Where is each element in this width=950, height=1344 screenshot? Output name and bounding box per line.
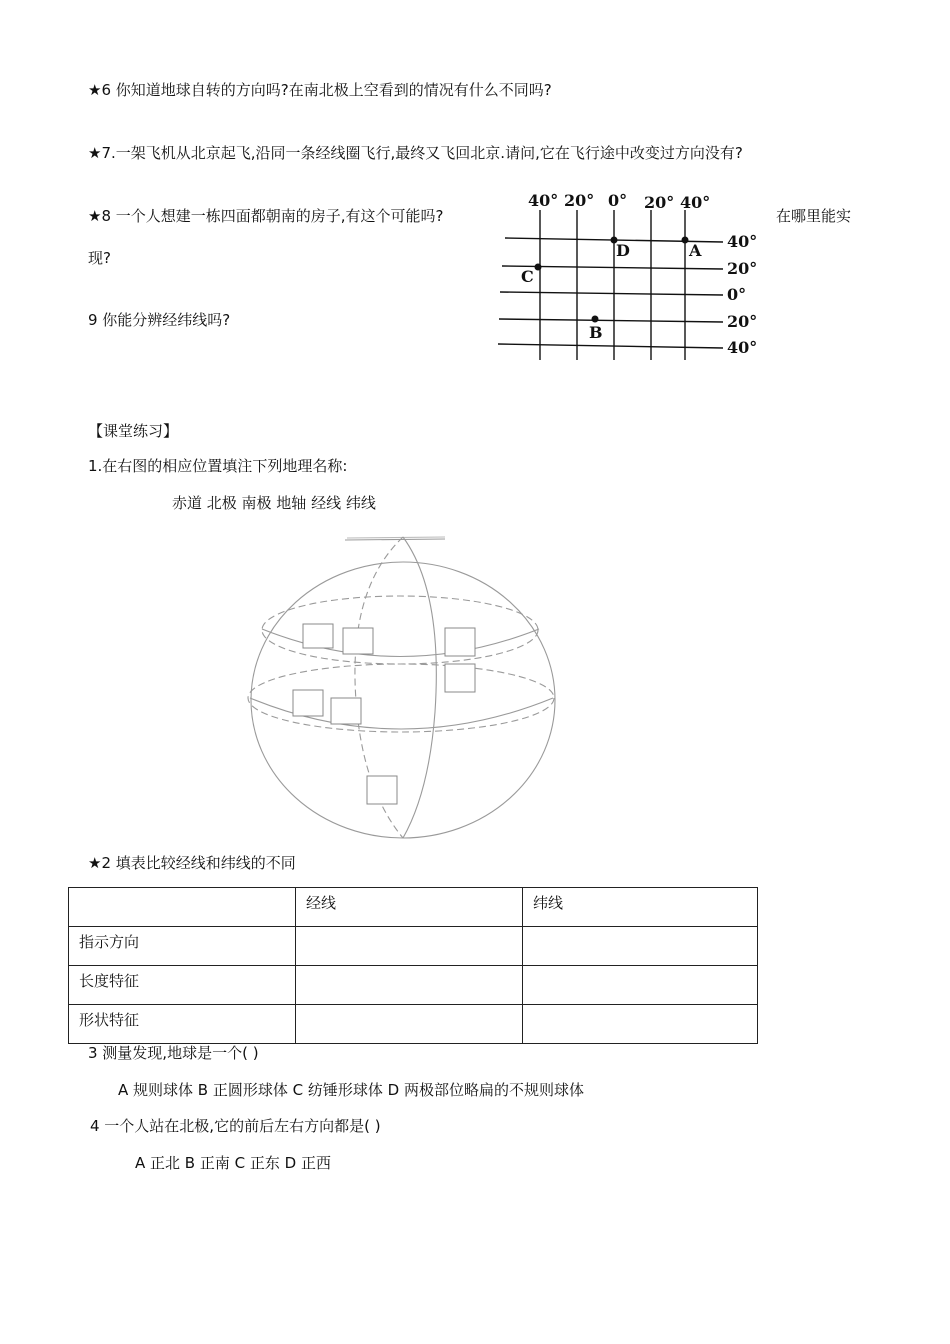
table-cell[interactable] [523,966,758,1005]
practice-question-3: 3 测量发现,地球是一个( ) [88,1044,259,1062]
table-header-row [69,888,758,927]
grid-point-label-c: C [521,267,534,286]
practice-question-3-options: A 规则球体 B 正圆形球体 C 纺锤形球体 D 两极部位略扁的不规则球体 [118,1081,584,1099]
table-cell[interactable] [523,1005,758,1044]
answer-box [303,624,333,648]
grid-point-label-b: B [589,323,603,342]
table-row-label: 长度特征 [69,966,296,1005]
question-6: ★6 你知道地球自转的方向吗?在南北极上空看到的情况有什么不同吗? [88,81,552,99]
table-cell[interactable] [523,927,758,966]
question-9: 9 你能分辨经纬线吗? [88,311,231,329]
practice-heading: 【课堂练习】 [88,422,179,440]
practice-question-1: 1.在右图的相应位置填注下列地理名称: [88,457,348,475]
grid-top-label: 20° [644,193,675,212]
grid-point-d [611,237,618,244]
grid-top-label: 40° [680,193,711,212]
table-row [69,1005,758,1044]
grid-right-label: 0° [727,285,747,304]
practice-question-2: ★2 填表比较经线和纬线的不同 [88,854,296,872]
grid-right-label: 20° [727,259,758,278]
table-row-label: 指示方向 [69,927,296,966]
comparison-table [68,887,758,1044]
globe-diagram [245,532,565,844]
table-row [69,927,758,966]
question-8-end: 现? [88,249,111,267]
grid-right-label: 20° [727,312,758,331]
grid-point-b [592,316,599,323]
table-cell[interactable] [296,966,523,1005]
grid-top-label: 20° [564,191,595,210]
table-header-cell [69,888,296,927]
table-header-cell: 纬线 [523,888,758,927]
grid-right-label: 40° [727,232,758,251]
lat-long-grid-figure [495,188,765,360]
grid-point-a [682,237,689,244]
grid-top-label: 0° [608,191,628,210]
answer-box [293,690,323,716]
table-row [69,966,758,1005]
question-8-continued: 在哪里能实 [776,207,852,225]
grid-top-label: 40° [528,191,559,210]
table-row-label: 形状特征 [69,1005,296,1044]
question-7: ★7.一架飞机从北京起飞,沿同一条经线圈飞行,最终又飞回北京.请问,它在飞行途中改变过方向没有? [88,144,743,162]
answer-box [445,628,475,656]
table-cell[interactable] [296,927,523,966]
practice-question-4: 4 一个人站在北极,它的前后左右方向都是( ) [90,1117,381,1135]
answer-box [331,698,361,724]
answer-box [445,664,475,692]
practice-question-1-terms: 赤道 北极 南极 地轴 经线 纬线 [172,494,376,512]
answer-box [367,776,397,804]
table-cell[interactable] [296,1005,523,1044]
grid-point-label-d: D [616,241,630,260]
answer-box [343,628,373,654]
question-8: ★8 一个人想建一栋四面都朝南的房子,有这个可能吗? [88,207,444,225]
grid-right-label: 40° [727,338,758,357]
grid-point-c [535,264,542,271]
grid-point-label-a: A [689,241,702,260]
table-header-cell: 经线 [296,888,523,927]
practice-question-4-options: A 正北 B 正南 C 正东 D 正西 [135,1154,331,1172]
